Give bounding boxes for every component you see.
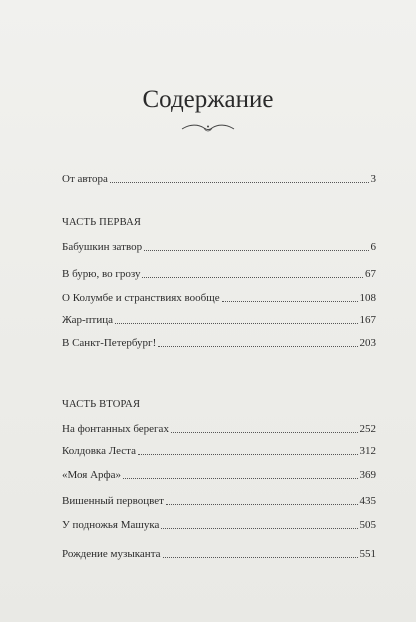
page-title: Содержание <box>142 86 274 113</box>
dot-leader <box>158 346 357 347</box>
toc-entry[interactable] <box>62 289 376 305</box>
toc-entry[interactable] <box>62 492 376 508</box>
toc-entry-page: 551 <box>359 548 376 560</box>
toc-entry-intro[interactable] <box>62 170 376 186</box>
dot-leader <box>163 557 358 558</box>
toc-entry-page: 67 <box>365 268 376 280</box>
dot-leader <box>115 323 358 324</box>
toc-entry-page: 369 <box>359 469 376 481</box>
toc-entry[interactable] <box>62 466 376 482</box>
swirl-ornament-icon <box>180 122 236 134</box>
toc-entry-label: О Колумбе и странствиях вообще <box>62 292 220 304</box>
dot-leader <box>222 301 358 302</box>
dot-leader <box>166 504 358 505</box>
toc-entry[interactable] <box>62 516 376 532</box>
part-heading-2: ЧАСТЬ ВТОРАЯ <box>62 399 141 410</box>
dot-leader <box>142 277 363 278</box>
dot-leader <box>171 432 358 433</box>
toc-entry-page: 312 <box>359 445 376 457</box>
toc-entry-page: 108 <box>359 292 376 304</box>
toc-entry-label: Колдовка Леста <box>62 445 136 457</box>
toc-entry-label: У подножья Машука <box>62 519 160 531</box>
toc-entry[interactable] <box>62 420 376 436</box>
toc-entry[interactable] <box>62 442 376 458</box>
toc-entry[interactable] <box>62 545 376 561</box>
toc-entry-label: В бурю, во грозу <box>62 268 141 280</box>
toc-entry-page: 3 <box>370 173 376 185</box>
toc-entry[interactable] <box>62 238 376 254</box>
toc-entry-page: 505 <box>359 519 376 531</box>
toc-entry-page: 252 <box>359 423 376 435</box>
dot-leader <box>123 478 357 479</box>
dot-leader <box>138 454 358 455</box>
dot-leader <box>161 528 357 529</box>
toc-entry-label: Рождение музыканта <box>62 548 161 560</box>
toc-entry[interactable] <box>62 265 376 281</box>
toc-entry-label: «Моя Арфа» <box>62 469 122 481</box>
toc-entry-label: От автора <box>62 173 108 185</box>
dot-leader <box>110 182 369 183</box>
toc-entry-label: В Санкт-Петербург! <box>62 337 157 349</box>
toc-entry-label: Вишенный первоцвет <box>62 495 164 507</box>
toc-entry-page: 167 <box>359 314 376 326</box>
toc-entry-label: Жар-птица <box>62 314 113 326</box>
toc-entry-page: 435 <box>359 495 376 507</box>
toc-entry-label: На фонтанных берегах <box>62 423 169 435</box>
toc-entry[interactable] <box>62 334 376 350</box>
toc-entry-page: 6 <box>370 241 376 253</box>
toc-entry-page: 203 <box>359 337 376 349</box>
toc-entry[interactable] <box>62 311 376 327</box>
dot-leader <box>144 250 368 251</box>
part-heading-1: ЧАСТЬ ПЕРВАЯ <box>62 217 142 228</box>
toc-entry-label: Бабушкин затвор <box>62 241 143 253</box>
